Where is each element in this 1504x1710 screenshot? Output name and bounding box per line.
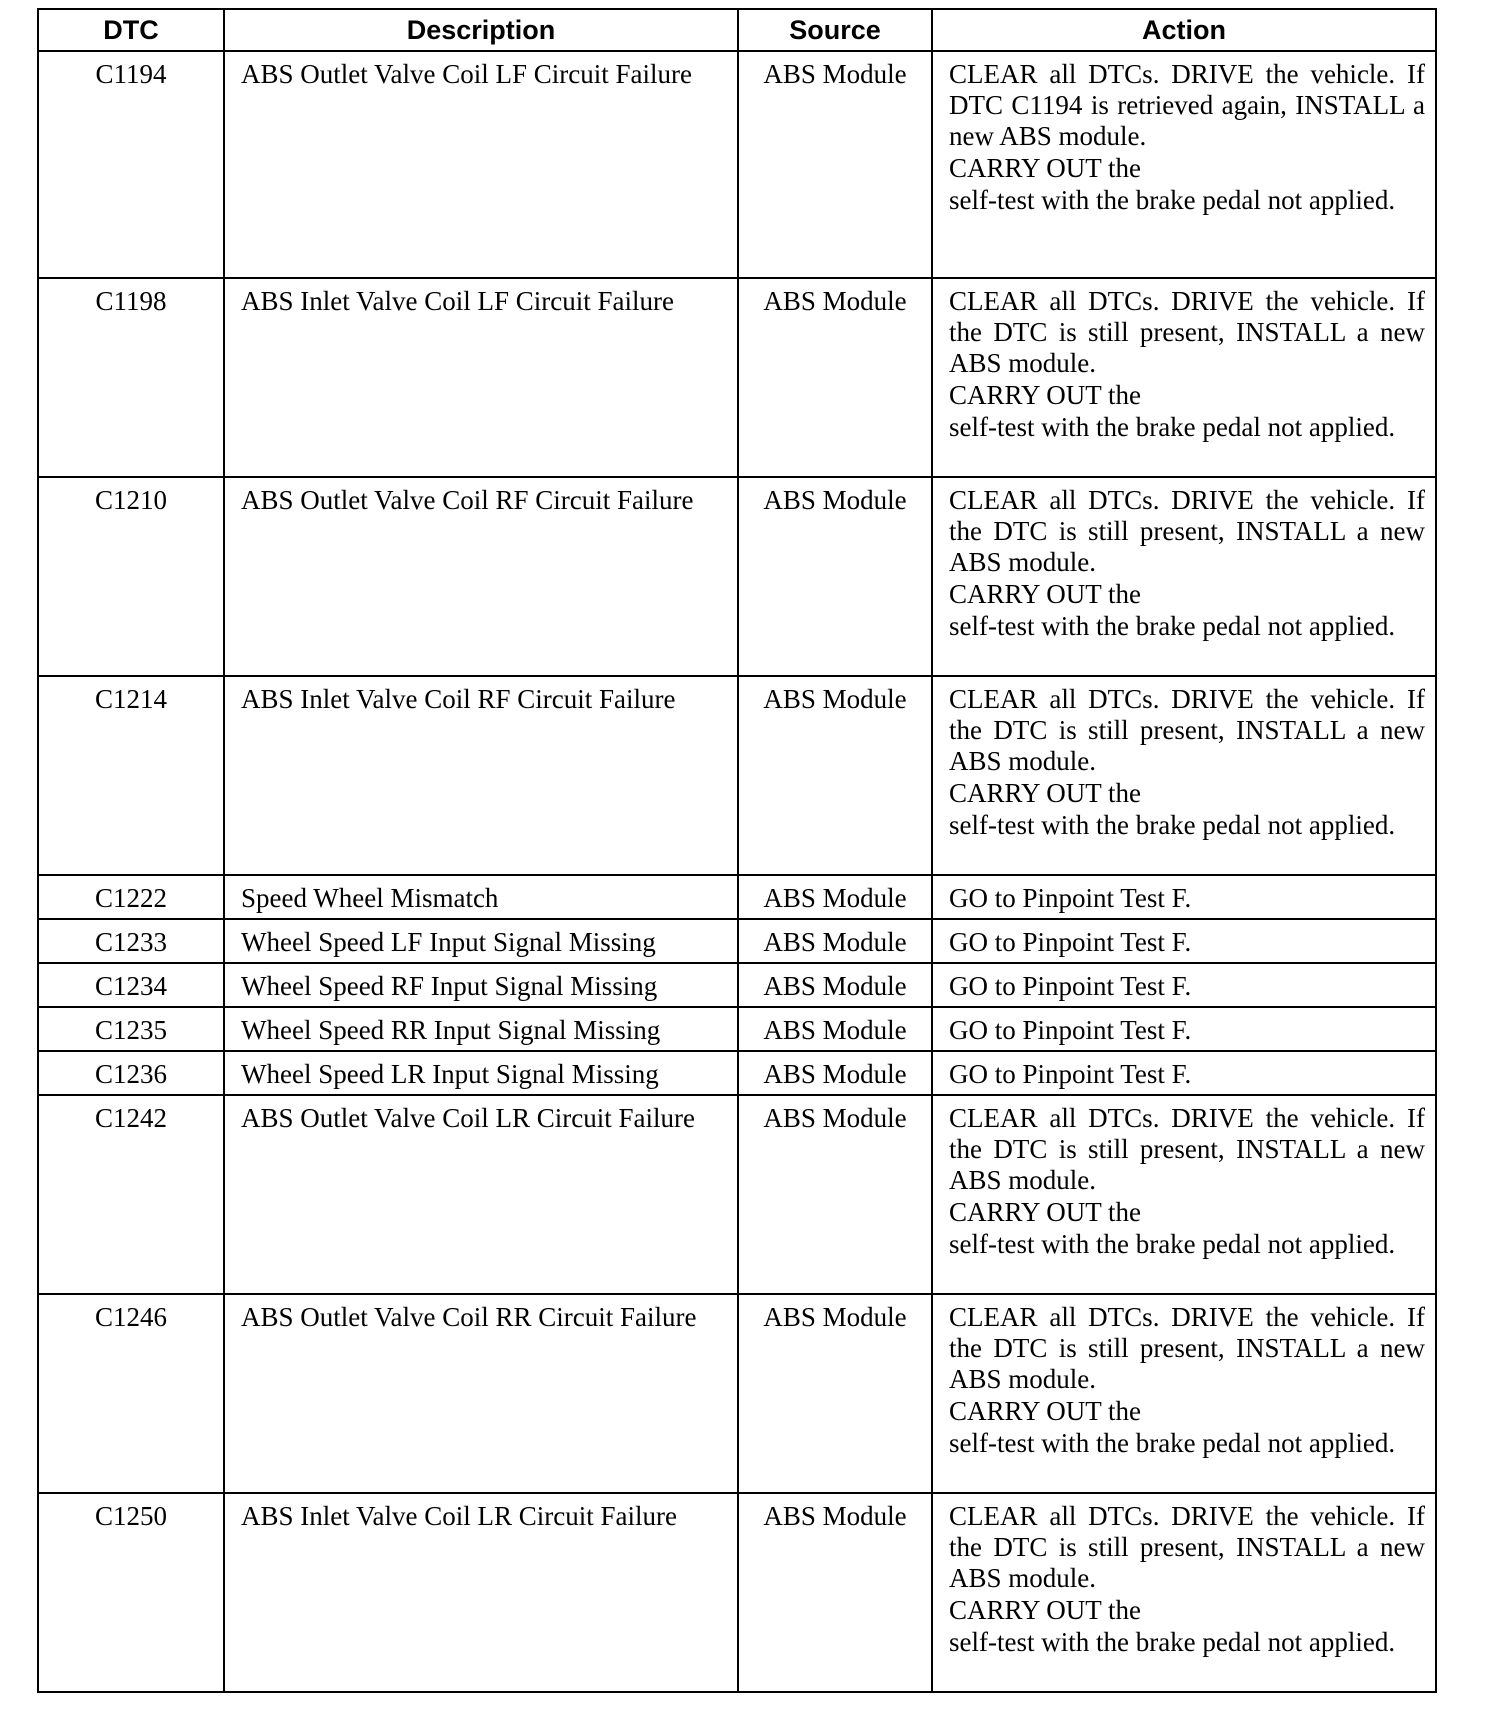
action-text: CLEAR all DTCs. DRIVE the vehicle. If the DTC is still present, INSTALL a new ABS module. <box>949 485 1425 577</box>
dtc-action <box>932 1493 1436 1692</box>
dtc-description: Speed Wheel Mismatch <box>224 875 738 919</box>
header-action: Action <box>932 9 1436 51</box>
dtc-source: ABS Module <box>738 919 932 963</box>
dtc-source: ABS Module <box>738 1294 932 1493</box>
dtc-code: C1235 <box>38 1007 224 1051</box>
action-text: CLEAR all DTCs. DRIVE the vehicle. If the DTC is still present, INSTALL a new ABS module. <box>949 1501 1425 1593</box>
table-row <box>38 1051 1436 1095</box>
dtc-description: Wheel Speed LR Input Signal Missing <box>224 1051 738 1095</box>
dtc-description: Wheel Speed RF Input Signal Missing <box>224 963 738 1007</box>
dtc-source: ABS Module <box>738 676 932 875</box>
table-row <box>38 1493 1436 1692</box>
table-row <box>38 919 1436 963</box>
action-text: CLEAR all DTCs. DRIVE the vehicle. If the DTC is still present, INSTALL a new ABS module. <box>949 684 1425 776</box>
table-row <box>38 278 1436 477</box>
table-row <box>38 477 1436 676</box>
action-note-line2: self-test with the brake pedal not applied. <box>949 185 1396 215</box>
action-note-line2: self-test with the brake pedal not applied. <box>949 1428 1396 1458</box>
action-note-line1: CARRY OUT the <box>949 778 1142 808</box>
dtc-description: ABS Outlet Valve Coil RR Circuit Failure <box>224 1294 738 1493</box>
action-text: CLEAR all DTCs. DRIVE the vehicle. If the DTC is still present, INSTALL a new ABS module. <box>949 286 1425 378</box>
action-note-line2: self-test with the brake pedal not applied. <box>949 810 1396 840</box>
dtc-action <box>932 278 1436 477</box>
dtc-source: ABS Module <box>738 278 932 477</box>
dtc-code: C1198 <box>38 278 224 477</box>
dtc-source: ABS Module <box>738 875 932 919</box>
dtc-description: ABS Outlet Valve Coil LR Circuit Failure <box>224 1095 738 1294</box>
dtc-description: ABS Outlet Valve Coil RF Circuit Failure <box>224 477 738 676</box>
dtc-action: GO to Pinpoint Test F. <box>932 1051 1436 1095</box>
dtc-description: ABS Inlet Valve Coil LR Circuit Failure <box>224 1493 738 1692</box>
header-dtc: DTC <box>38 9 224 51</box>
dtc-code: C1210 <box>38 477 224 676</box>
dtc-code: C1250 <box>38 1493 224 1692</box>
action-note-line2: self-test with the brake pedal not applied. <box>949 1229 1396 1259</box>
header-source: Source <box>738 9 932 51</box>
action-note-line1: CARRY OUT the <box>949 380 1142 410</box>
dtc-source: ABS Module <box>738 1493 932 1692</box>
dtc-code: C1214 <box>38 676 224 875</box>
action-note-line1: CARRY OUT the <box>949 579 1142 609</box>
table-row <box>38 875 1436 919</box>
dtc-code: C1234 <box>38 963 224 1007</box>
table-row <box>38 1095 1436 1294</box>
header-row <box>38 9 1436 51</box>
dtc-description: Wheel Speed LF Input Signal Missing <box>224 919 738 963</box>
dtc-description: ABS Inlet Valve Coil LF Circuit Failure <box>224 278 738 477</box>
dtc-code: C1236 <box>38 1051 224 1095</box>
dtc-action <box>932 51 1436 278</box>
header-description: Description <box>224 9 738 51</box>
table-row <box>38 51 1436 278</box>
dtc-action <box>932 676 1436 875</box>
dtc-code: C1233 <box>38 919 224 963</box>
dtc-action <box>932 1095 1436 1294</box>
dtc-description: ABS Outlet Valve Coil LF Circuit Failure <box>224 51 738 278</box>
action-note-line2: self-test with the brake pedal not applied. <box>949 611 1396 641</box>
dtc-description: ABS Inlet Valve Coil RF Circuit Failure <box>224 676 738 875</box>
action-note-line1: CARRY OUT the <box>949 1595 1142 1625</box>
dtc-action: GO to Pinpoint Test F. <box>932 963 1436 1007</box>
dtc-source: ABS Module <box>738 51 932 278</box>
dtc-code: C1222 <box>38 875 224 919</box>
action-note-line2: self-test with the brake pedal not applied. <box>949 1627 1396 1657</box>
dtc-action: GO to Pinpoint Test F. <box>932 1007 1436 1051</box>
dtc-table <box>37 8 1437 1693</box>
table-row <box>38 1007 1436 1051</box>
dtc-action: GO to Pinpoint Test F. <box>932 919 1436 963</box>
action-text: CLEAR all DTCs. DRIVE the vehicle. If the DTC is still present, INSTALL a new ABS module. <box>949 1302 1425 1394</box>
dtc-source: ABS Module <box>738 1095 932 1294</box>
action-text: CLEAR all DTCs. DRIVE the vehicle. If the DTC is still present, INSTALL a new ABS module. <box>949 1103 1425 1195</box>
dtc-code: C1242 <box>38 1095 224 1294</box>
dtc-description: Wheel Speed RR Input Signal Missing <box>224 1007 738 1051</box>
dtc-action <box>932 477 1436 676</box>
action-note-line1: CARRY OUT the <box>949 1197 1142 1227</box>
dtc-code: C1194 <box>38 51 224 278</box>
dtc-source: ABS Module <box>738 477 932 676</box>
action-note-line1: CARRY OUT the <box>949 153 1142 183</box>
dtc-action: GO to Pinpoint Test F. <box>932 875 1436 919</box>
action-note-line2: self-test with the brake pedal not applied. <box>949 412 1396 442</box>
table-row <box>38 963 1436 1007</box>
dtc-code: C1246 <box>38 1294 224 1493</box>
action-note-line1: CARRY OUT the <box>949 1396 1142 1426</box>
dtc-source: ABS Module <box>738 963 932 1007</box>
action-text: CLEAR all DTCs. DRIVE the vehicle. If DTC C1194 is retrieved again, INSTALL a new ABS module. <box>949 59 1425 151</box>
table-row <box>38 676 1436 875</box>
dtc-action <box>932 1294 1436 1493</box>
dtc-source: ABS Module <box>738 1051 932 1095</box>
table-row <box>38 1294 1436 1493</box>
dtc-source: ABS Module <box>738 1007 932 1051</box>
